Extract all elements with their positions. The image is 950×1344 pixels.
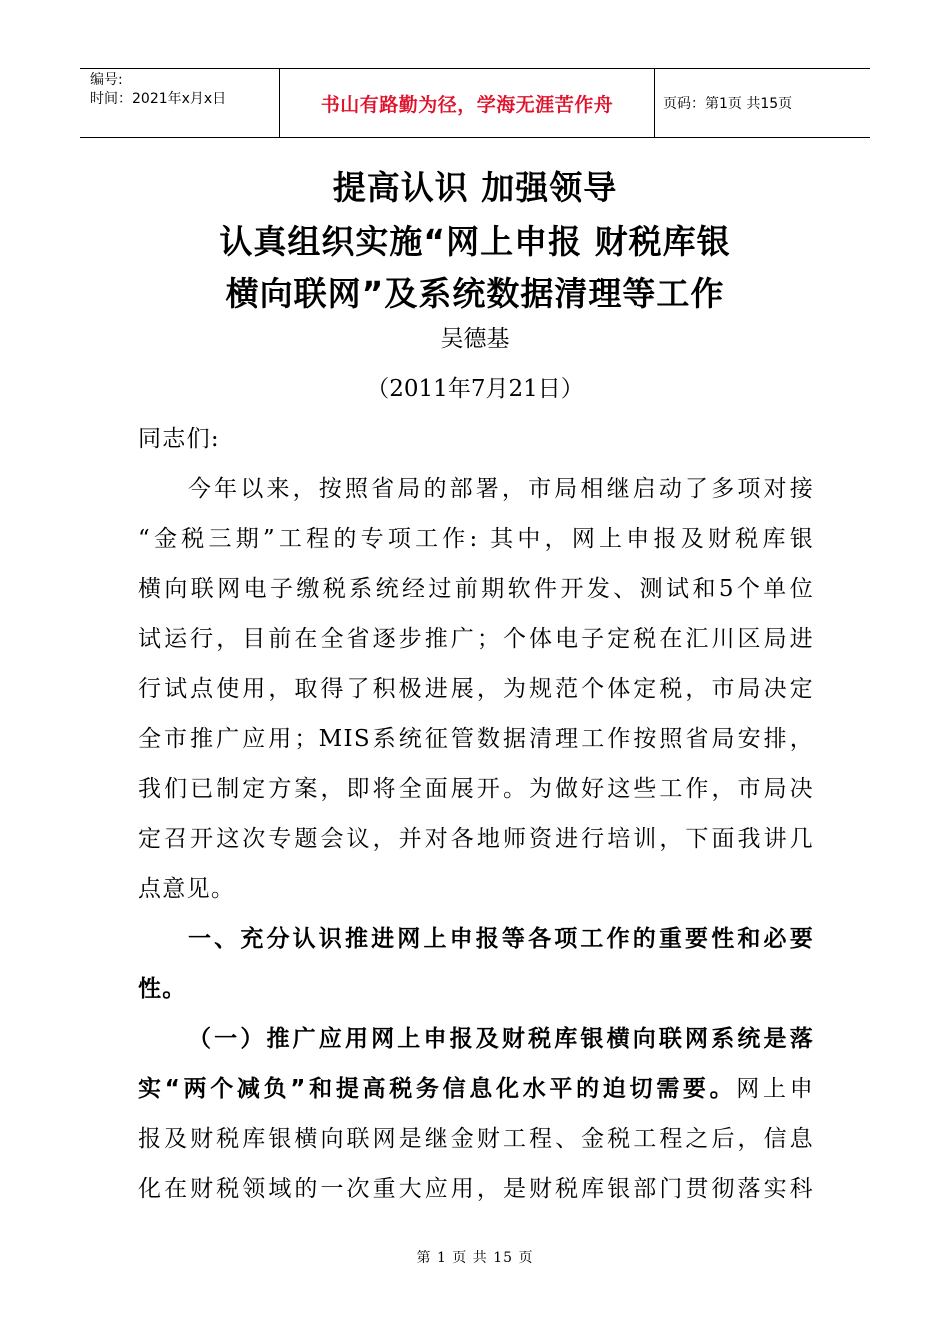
page-footer: 第 1 页 共 15 页 xyxy=(416,1250,534,1266)
section-heading-1: 一、充分认识推进网上申报等各项工作的重要性和必要 xyxy=(188,926,814,952)
title-line-2: 认真组织实施“网上申报 财税库银 xyxy=(219,222,731,261)
body-line: 化在财税领域的一次重大应用，是财税库银部门贯彻落实科 xyxy=(138,1176,814,1202)
body-line: 点意见。 xyxy=(138,876,236,902)
body-line: 横向联网电子缴税系统经过前期软件开发、测试和5个单位 xyxy=(138,576,814,602)
speech-date: （2011年7月21日） xyxy=(366,376,584,402)
title-line-3: 横向联网”及系统数据清理等工作 xyxy=(225,274,725,313)
subsection-heading-1: （一）推广应用网上申报及财税库银横向联网系统是落 xyxy=(188,1026,814,1052)
author: 吴德基 xyxy=(440,326,510,352)
subsection-line-2 xyxy=(138,1070,814,1103)
body-line: 报及财税库银横向联网是继金财工程、金税工程之后，信息 xyxy=(138,1126,814,1152)
header-table xyxy=(80,68,870,138)
body-line: 全市推广应用；MIS系统征管数据清理工作按照省局安排， xyxy=(138,726,814,752)
body-text-run: 网上申 xyxy=(736,1076,814,1102)
time-label: 时间：2021年x月x日 xyxy=(90,91,227,107)
body-line: 定召开这次专题会议，并对各地师资进行培训，下面我讲几 xyxy=(138,826,814,852)
number-label: 编号: xyxy=(90,72,123,88)
section-heading-1-cont: 性。 xyxy=(138,976,187,1002)
header-page-code: 页码：第1页 共15页 xyxy=(663,96,793,112)
body-line: 我们已制定方案，即将全面展开。为做好这些工作，市局决 xyxy=(138,776,814,802)
header-left-cell xyxy=(80,69,280,137)
body-line: 行试点使用，取得了积极进展，为规范个体定税，市局决定 xyxy=(138,676,814,702)
header-motto: 书山有路勤为径，学海无涯苦作舟 xyxy=(280,69,655,137)
title-line-1: 提高认识 加强领导 xyxy=(332,168,618,207)
body-line: 今年以来，按照省局的部署，市局相继启动了多项对接 xyxy=(188,476,814,502)
salutation: 同志们: xyxy=(138,426,220,452)
body-line: “金税三期”工程的专项工作: 其中，网上申报及财税库银 xyxy=(138,526,814,552)
subsection-heading-1-cont: 实“两个减负”和提高税务信息化水平的迫切需要。 xyxy=(138,1076,737,1102)
body-line: 试运行，目前在全省逐步推广；个体电子定税在汇川区局进 xyxy=(138,626,814,652)
